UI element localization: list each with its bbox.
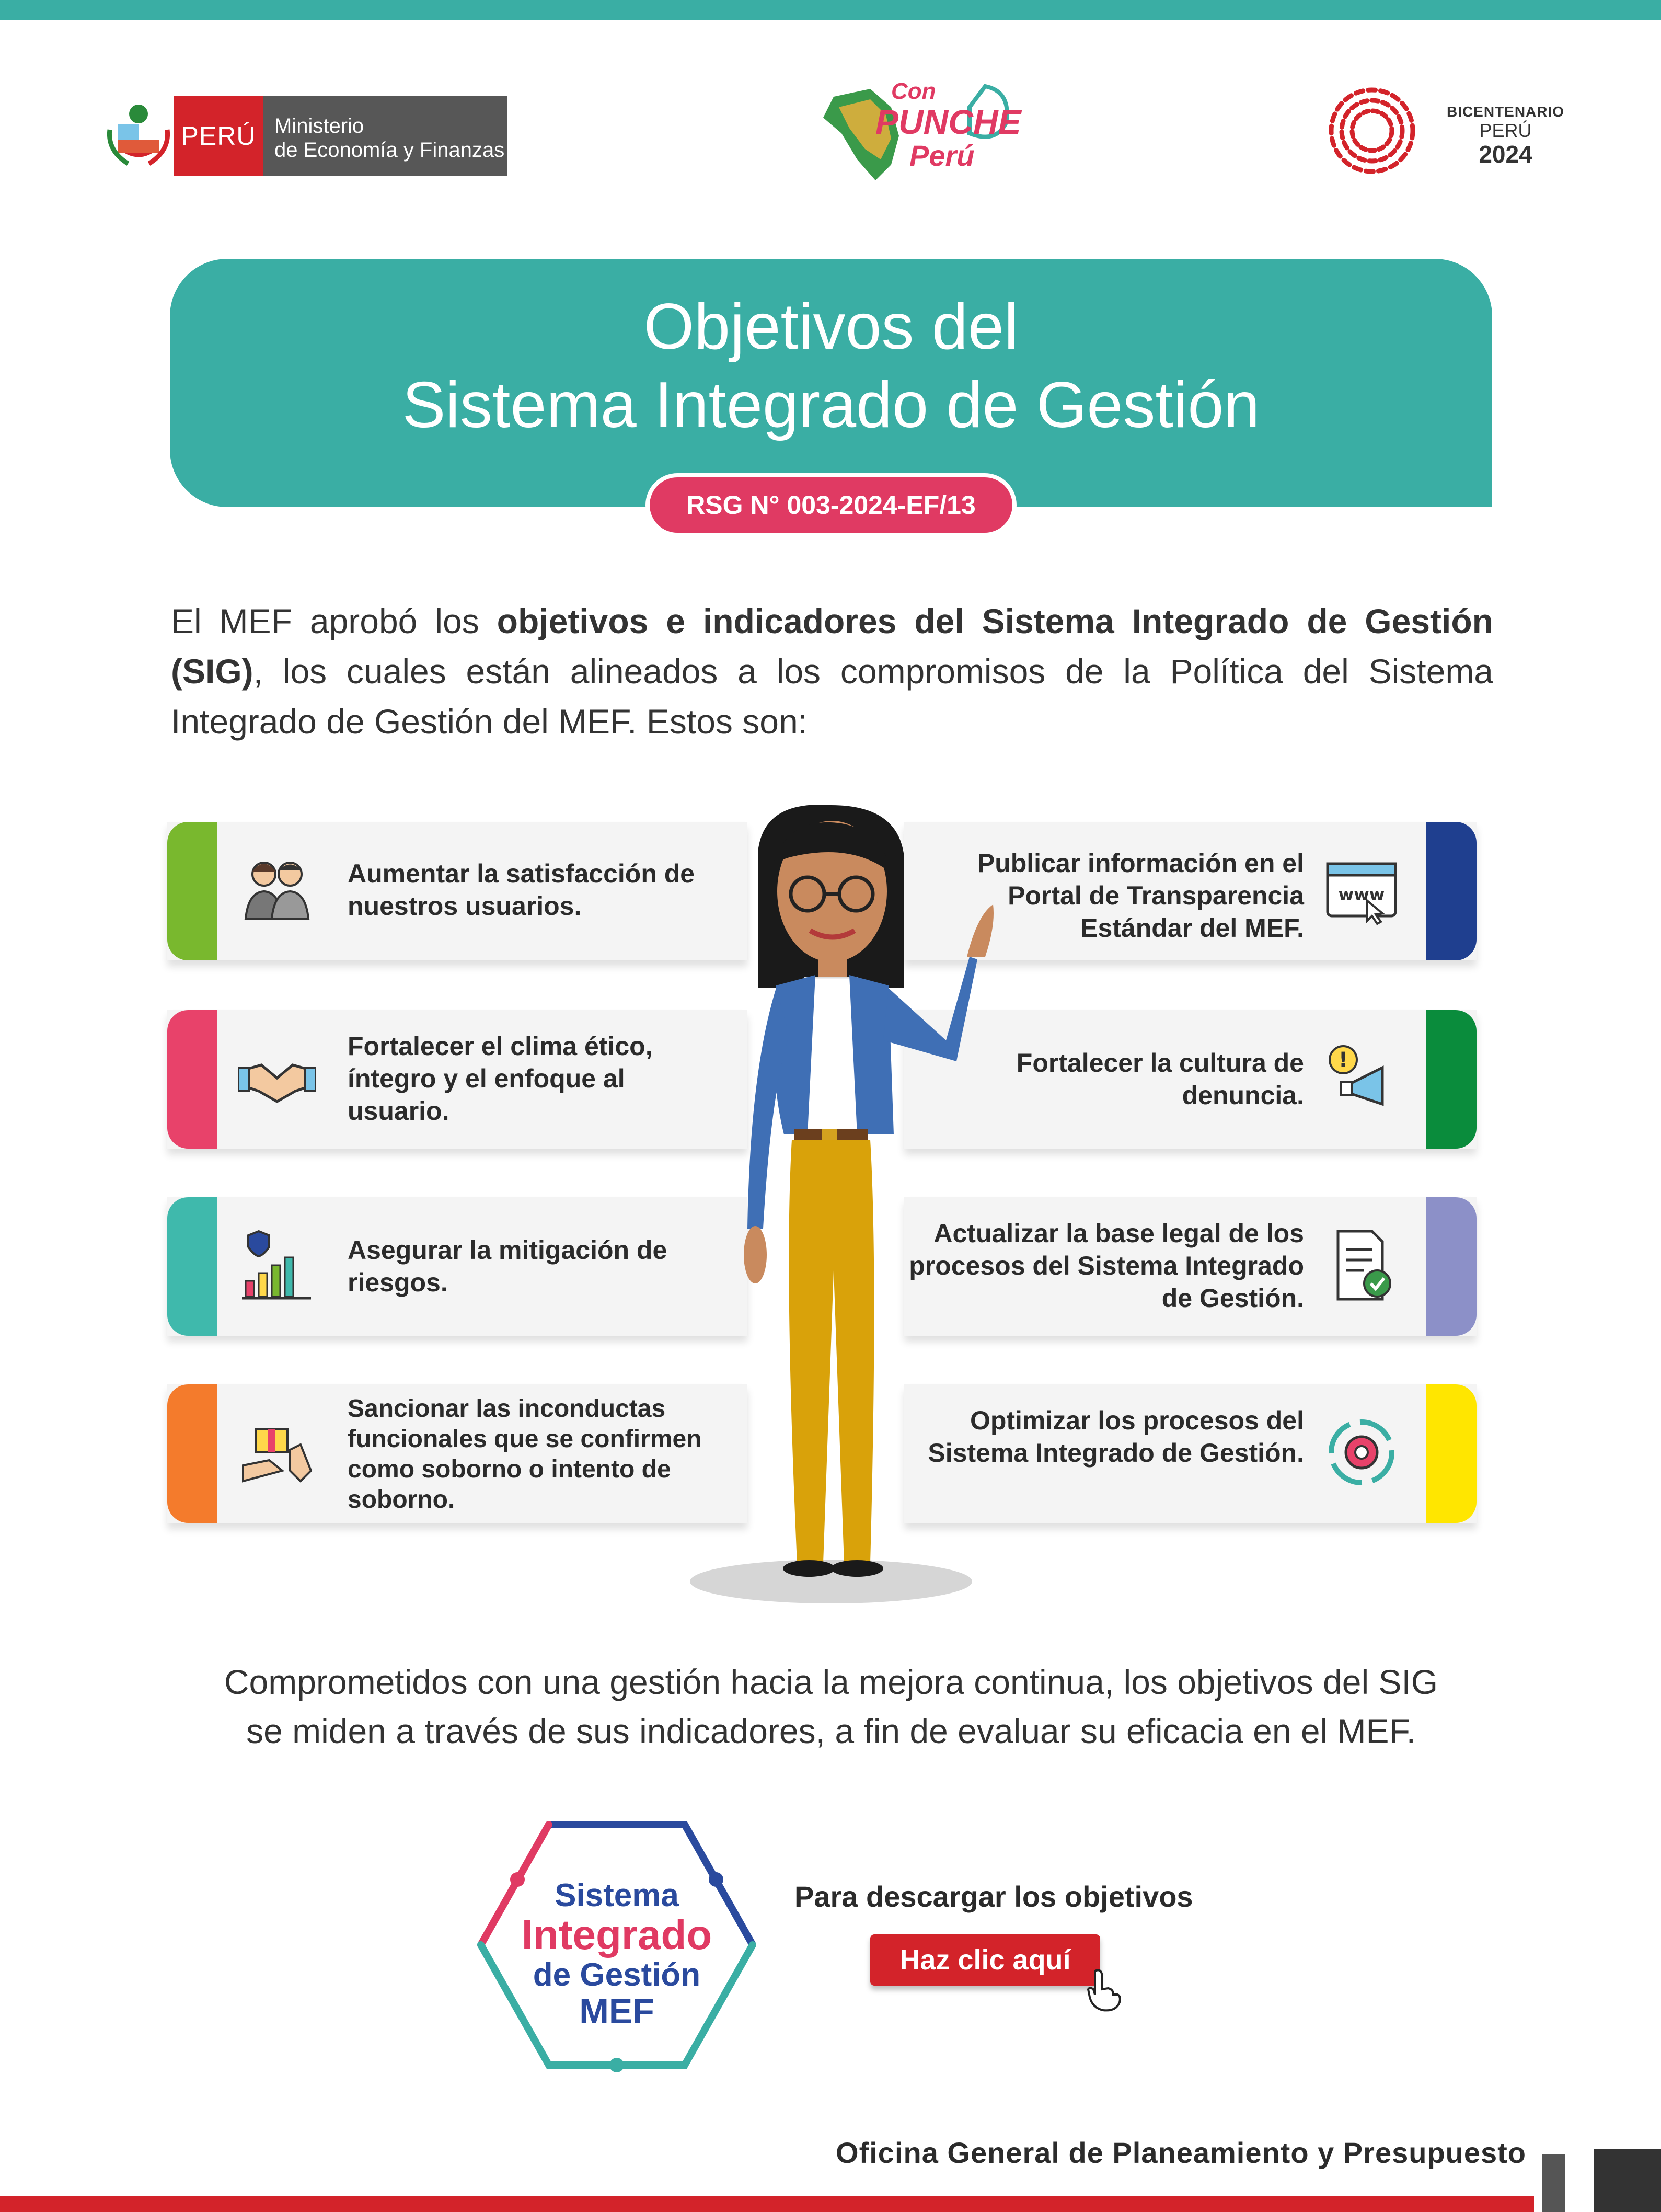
objective-card-left-1: [167, 822, 747, 960]
objective-text: Optimizar los procesos del Sistema Integrado de Gestión.: [928, 1406, 1304, 1468]
objective-card-left-4: [167, 1384, 747, 1523]
page-title-line2: Sistema Integrado de Gestión: [402, 369, 1260, 441]
objective-accent: [1426, 1197, 1477, 1336]
footer-block: [1594, 2149, 1661, 2212]
objective-text: Publicar información en el Portal de Transparencia Estándar del MEF.: [977, 849, 1304, 943]
objective-accent: [1426, 1010, 1477, 1149]
intro-paragraph: El MEF aprobó los objetivos e indicadores del Sistema Integrado de Gestión (SIG), los cuales están alineados a los compromisos de la Política del Sistema Integrado de Gestión del MEF. Estos son:: [171, 602, 1493, 741]
process-gear-icon: [1322, 1413, 1401, 1492]
svg-text:www: www: [1338, 885, 1385, 904]
bicentenario-year: 2024: [1479, 141, 1532, 168]
objective-text: Sancionar las inconductas funcionales que se confirmen como soborno o intento de soborno.: [348, 1395, 702, 1514]
download-label: Para descargar los objetivos: [794, 1880, 1193, 1913]
mef-ministry-label: Ministerio de Economía y Finanzas: [263, 96, 507, 176]
sig-mef-logo: Sistema Integrado de Gestión MEF: [470, 1814, 763, 2076]
objective-accent: [167, 1010, 217, 1149]
resolution-badge: RSG N° 003-2024-EF/13: [645, 473, 1017, 537]
objective-text: Aumentar la satisfacción de nuestros usuarios.: [348, 859, 695, 921]
mef-peru-label: PERÚ: [174, 96, 263, 176]
objective-accent: [1426, 1384, 1477, 1523]
con-punche-peru-logo: Con PUNCHE Perú: [813, 76, 1017, 193]
footer-block: [1542, 2154, 1565, 2212]
closing-paragraph: Comprometidos con una gestión hacia la mejora continua, los objetivos del SIG se miden a través de sus indicadores, a fin de evaluar su eficacia en el MEF.: [224, 1663, 1438, 1750]
www-browser-icon: [1322, 851, 1401, 929]
objective-card-left-3: [167, 1197, 747, 1336]
page-title-line1: Objetivos del: [643, 291, 1019, 363]
objective-accent: [167, 1384, 217, 1523]
bribe-gift-icon: [238, 1413, 316, 1492]
footer-red-bar: [0, 2196, 1534, 2212]
objective-accent: [167, 822, 217, 960]
document-check-icon: [1322, 1226, 1401, 1304]
objective-text: Fortalecer el clima ético, íntegro y el enfoque al usuario.: [348, 1031, 653, 1126]
footer-office-name: Oficina General de Planeamiento y Presupuesto: [836, 2136, 1526, 2169]
objective-text: Fortalecer la cultura de denuncia.: [1016, 1048, 1304, 1110]
objective-accent: [167, 1197, 217, 1336]
objective-text: Actualizar la base legal de los procesos del Sistema Integrado de Gestión.: [909, 1219, 1304, 1313]
bicentenario-country: PERÚ: [1479, 120, 1532, 141]
intro-bold-text: objetivos e indicadores del Sistema Integrado de Gestión (SIG): [171, 602, 1493, 691]
objective-card-left-2: [167, 1010, 747, 1149]
svg-text:!: !: [1338, 1048, 1348, 1072]
handshake-icon: [238, 1039, 316, 1117]
megaphone-icon: [1322, 1039, 1401, 1117]
objective-accent: [1426, 822, 1477, 960]
objective-text: Asegurar la mitigación de riesgos.: [348, 1235, 667, 1297]
users-icon: [238, 851, 316, 929]
woman-illustration: [685, 800, 998, 1615]
download-button[interactable]: Haz clic aquí: [870, 1934, 1100, 1986]
risk-chart-icon: [238, 1226, 316, 1304]
hand-cursor-icon: [1082, 1966, 1124, 2013]
bicentenario-label: BICENTENARIO: [1446, 104, 1565, 120]
